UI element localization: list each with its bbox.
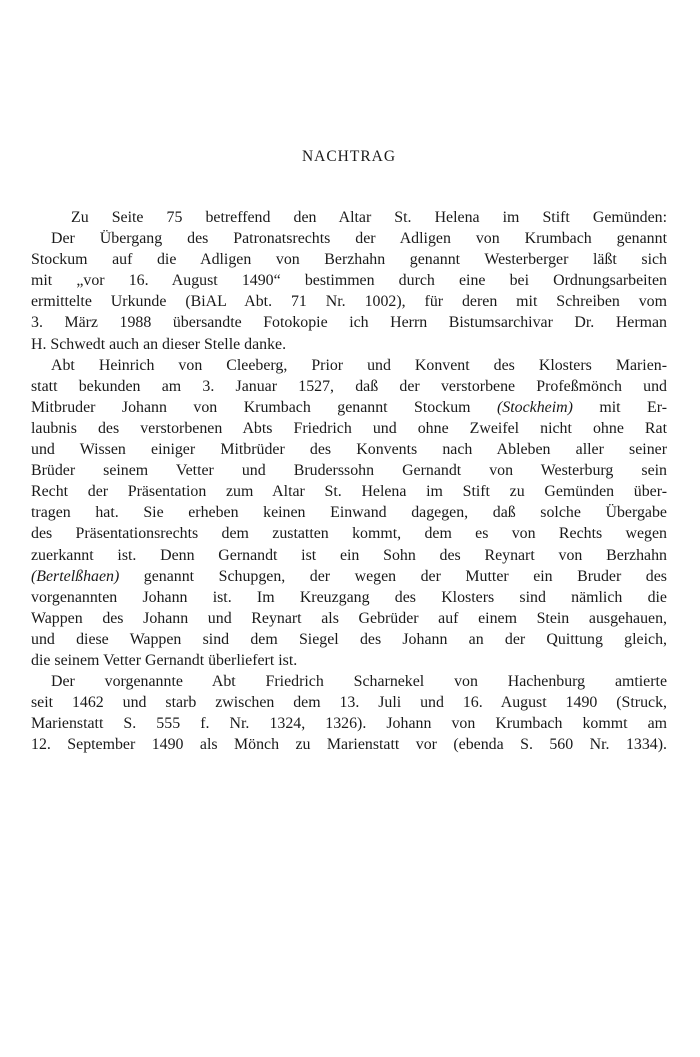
italic-term: (Stockheim) (497, 398, 573, 416)
text-line: und Wissen einiger Mitbrüder des Konvents nach Ableben aller seiner (31, 441, 667, 459)
text-line: ermittelte Urkunde (BiAL Abt. 71 Nr. 1002), für deren mit Schreiben vom (31, 293, 667, 311)
text-line: statt bekunden am 3. Januar 1527, daß der verstorbene Profeßmönch und (31, 377, 667, 395)
text-line: Mitbruder Johann von Krumbach genannt Stockum (Stockheim) mit Er- (31, 398, 667, 416)
text-line: vorgenannten Johann ist. Im Kreuzgang des Klosters sind nämlich die (31, 588, 667, 606)
text-line: Stockum auf die Adligen von Berzhahn genannt Westerberger läßt sich (31, 251, 667, 269)
text-line: H. Schwedt auch an dieser Stelle danke. (31, 335, 287, 353)
text-line: seit 1462 und starb zwischen dem 13. Juli und 16. August 1490 (Struck, (31, 694, 667, 712)
text-line: tragen hat. Sie erheben keinen Einwand dagegen, daß solche Übergabe (31, 504, 667, 522)
text-line: die seinem Vetter Gernandt überliefert ist. (31, 651, 298, 669)
text-line: und diese Wappen sind dem Siegel des Johann an der Quittung gleich, (31, 630, 667, 648)
italic-term: (Bertelßhaen) (31, 567, 120, 585)
text-line: zuerkannt ist. Denn Gernandt ist ein Sohn des Reynart von Berzhahn (31, 546, 667, 564)
text-line: Der Übergang des Patronatsrechts der Adligen von Krumbach genannt (51, 230, 667, 248)
text-line: mit „vor 16. August 1490“ bestimmen durch eine bei Ordnungsarbeiten (31, 272, 667, 290)
text-line: laubnis des verstorbenen Abts Friedrich und ohne Zweifel nicht ohne Rat (31, 419, 667, 437)
text-line: Abt Heinrich von Cleeberg, Prior und Konvent des Klosters Marien- (51, 356, 667, 374)
text-line: (Bertelßhaen) genannt Schupgen, der wegen der Mutter ein Bruder des (31, 567, 667, 585)
text-line: 12. September 1490 als Mönch zu Marienstatt vor (ebenda S. 560 Nr. 1334). (31, 736, 667, 754)
text-line: 3. März 1988 übersandte Fotokopie ich Herrn Bistumsarchivar Dr. Herman (31, 314, 667, 332)
text-line: Wappen des Johann und Reynart als Gebrüder auf einem Stein ausgehauen, (31, 609, 667, 627)
page-title: NACHTRAG (301, 148, 397, 165)
text-line: des Präsentationsrechts dem zustatten kommt, dem es von Rechts wegen (31, 525, 667, 543)
text-line: Der vorgenannte Abt Friedrich Scharnekel von Hachenburg amtierte (51, 673, 667, 691)
text-line: Marienstatt S. 555 f. Nr. 1324, 1326). Johann von Krumbach kommt am (31, 715, 667, 733)
text-line: Zu Seite 75 betreffend den Altar St. Helena im Stift Gemünden: (71, 209, 667, 226)
body-text (31, 207, 667, 755)
text-line: Brüder seinem Vetter und Bruderssohn Gernandt von Westerburg sein (31, 462, 667, 480)
text-line: Recht der Präsentation zum Altar St. Helena im Stift zu Gemünden über- (31, 483, 667, 501)
